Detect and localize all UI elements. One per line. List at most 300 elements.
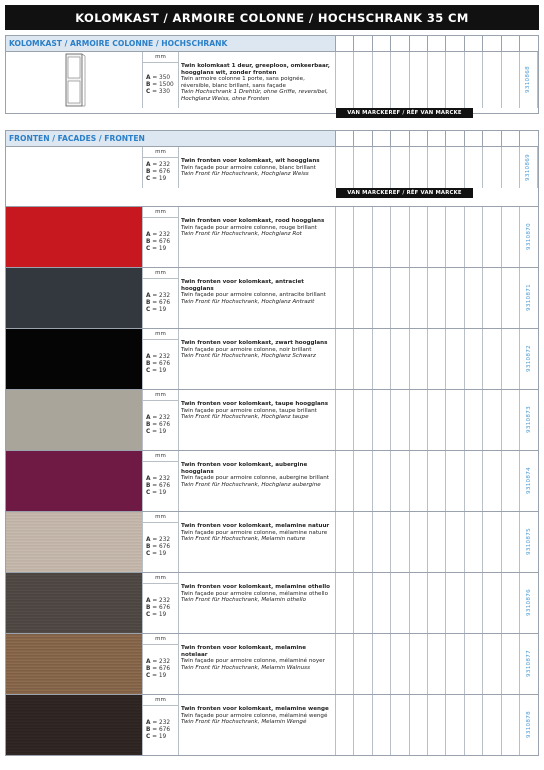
mm-label: mm	[143, 634, 178, 645]
description-fr: Twin façade pour armoire colonne, noir brillant	[181, 346, 312, 353]
order-cell	[502, 147, 520, 188]
order-cell	[336, 52, 354, 108]
dimension-value: 19	[158, 307, 167, 313]
order-cell	[336, 207, 354, 267]
dimension-key: B	[146, 300, 151, 306]
order-cell	[410, 573, 428, 633]
mm-label: mm	[143, 390, 178, 401]
description-cell	[179, 451, 336, 511]
product-row	[5, 634, 539, 695]
dimension-value: 19	[158, 673, 167, 679]
ref-code: 9310873	[525, 406, 532, 434]
dimension-list	[143, 63, 178, 108]
description-fr: Twin façade pour armoire colonne, mélamine nature	[181, 529, 328, 536]
description-cell	[179, 390, 336, 450]
mm-label: mm	[143, 207, 178, 218]
order-cell	[354, 207, 372, 267]
order-cell	[354, 36, 372, 51]
order-cell	[502, 695, 520, 755]
order-cell	[336, 268, 354, 328]
order-cell	[446, 695, 464, 755]
product-row	[5, 695, 539, 756]
order-cell	[446, 36, 464, 51]
description-nl: Twin fronten voor kolomkast, aubergine hoogglans	[181, 462, 308, 475]
dimension-key: A	[146, 720, 151, 726]
dimension-value: 19	[158, 490, 167, 496]
dimension-value: 676	[158, 483, 171, 489]
order-cell	[465, 451, 483, 511]
description-de: Twin Front für Hochschrank, Hochglanz Antrazit	[181, 298, 315, 305]
order-cell	[502, 512, 520, 572]
dimension-line: B = 676	[146, 361, 171, 367]
order-cell	[428, 329, 446, 389]
order-cell	[354, 147, 372, 188]
dimension-value: 330	[158, 89, 170, 95]
dimension-value: 232	[159, 415, 171, 421]
section-title: FRONTEN / FACADES / FRONTEN	[6, 131, 336, 146]
dimension-line: C = 19	[146, 368, 167, 374]
dimension-key: C	[146, 176, 151, 183]
color-swatch	[6, 451, 143, 511]
order-cell	[391, 36, 409, 51]
dimension-key: A	[146, 162, 151, 169]
dimension-key: B	[146, 483, 151, 489]
order-cell	[354, 329, 372, 389]
dimension-line: C = 19	[146, 246, 167, 252]
order-cell	[502, 573, 520, 633]
order-cell	[465, 634, 483, 694]
product-row	[5, 268, 539, 329]
order-cell	[483, 329, 501, 389]
order-cell	[483, 207, 501, 267]
ref-code-cell	[520, 52, 538, 108]
order-cell	[465, 207, 483, 267]
order-cell	[410, 634, 428, 694]
dimension-line: A = 232	[146, 537, 171, 543]
dimension-value: 19	[158, 551, 167, 557]
dimension-key: C	[146, 490, 151, 496]
dimension-value: 676	[158, 239, 171, 245]
dimension-key: A	[146, 293, 151, 299]
product-row	[5, 329, 539, 390]
description-de: Twin Front für Hochschrank, Melamin othello	[181, 597, 307, 604]
product-row	[5, 451, 539, 512]
page-title: KOLOMKAST / ARMOIRE COLONNE / HOCHSCHRANK 35 CM	[5, 5, 539, 30]
description-de: Twin Front für Hochschrank, Hochglanz Rot	[181, 231, 302, 238]
ref-code: 9310877	[525, 650, 532, 678]
dimension-key: B	[146, 727, 151, 733]
dimension-key: C	[146, 89, 151, 95]
description-cell	[179, 52, 336, 108]
dimensions-cell	[143, 695, 179, 755]
description-cell	[179, 329, 336, 389]
description-nl: Twin fronten voor kolomkast, rood hoogglans	[181, 218, 325, 224]
order-cell	[446, 451, 464, 511]
description-fr: Twin façade pour armoire colonne, antracite brillant	[181, 292, 326, 299]
dimension-line: B = 676	[146, 169, 171, 176]
dimension-list	[143, 584, 178, 633]
ref-code-cell	[520, 329, 538, 389]
dimension-value: 676	[158, 422, 171, 428]
dimension-value: 232	[159, 232, 171, 238]
order-cell	[446, 573, 464, 633]
order-cell	[465, 147, 483, 188]
order-cell	[410, 390, 428, 450]
dimension-key: B	[146, 361, 151, 367]
dimension-key: A	[146, 75, 151, 81]
color-swatch	[6, 573, 143, 633]
order-cell	[373, 634, 391, 694]
order-cell	[410, 268, 428, 328]
dimension-line: A = 232	[146, 162, 171, 169]
description-de: Twin Front für Hochschrank, Melamin Wengé	[181, 719, 307, 726]
description-cell	[179, 695, 336, 755]
order-cell	[465, 52, 483, 108]
order-cell	[502, 329, 520, 389]
section-header	[5, 35, 539, 51]
dimension-key: C	[146, 368, 151, 374]
dimension-line: C = 330	[146, 89, 170, 95]
ref-code-cell	[520, 634, 538, 694]
dimension-list	[143, 340, 178, 389]
description-de: Twin Front für Hochschrank, Hochglanz Schwarz	[181, 353, 316, 360]
order-cell	[465, 573, 483, 633]
dimensions-cell	[143, 573, 179, 633]
dimension-key: B	[146, 605, 151, 611]
order-cell	[373, 573, 391, 633]
dimension-line: A = 232	[146, 293, 171, 299]
color-swatch	[6, 147, 143, 188]
mm-label: mm	[143, 451, 178, 462]
order-cell	[410, 695, 428, 755]
description-cell	[179, 512, 336, 572]
order-cell	[354, 451, 372, 511]
order-cell	[373, 390, 391, 450]
order-cell	[391, 52, 409, 108]
ref-code: 9310878	[525, 711, 532, 739]
ref-code: 9310876	[525, 589, 532, 617]
ref-code: 9310875	[525, 528, 532, 556]
dimension-line: C = 19	[146, 176, 167, 183]
description-fr: Twin façade pour armoire colonne, mélaminé noyer	[181, 658, 325, 665]
dimension-value: 676	[158, 361, 171, 367]
description-fr: Twin façade pour armoire colonne, taupe brillant	[181, 407, 317, 414]
order-cell	[391, 573, 409, 633]
dimension-key: B	[146, 422, 151, 428]
mm-label: mm	[143, 52, 178, 63]
order-cell	[391, 390, 409, 450]
dimension-value: 19	[158, 429, 167, 435]
order-cell	[391, 451, 409, 511]
description-cell	[179, 634, 336, 694]
mm-label: mm	[143, 573, 178, 584]
order-cell	[428, 52, 446, 108]
dimension-key: C	[146, 734, 151, 740]
dimension-key: A	[146, 537, 151, 543]
dimension-value: 19	[158, 246, 167, 252]
dimension-value: 676	[158, 169, 171, 176]
dimension-line: A = 232	[146, 476, 171, 482]
description-cell	[179, 268, 336, 328]
description-fr: Twin façade pour armoire colonne, mélamine othello	[181, 590, 328, 597]
order-cell	[465, 36, 483, 51]
dimension-value: 19	[158, 612, 167, 618]
dimension-line: B = 676	[146, 544, 171, 550]
description-cell	[179, 207, 336, 267]
order-cell	[520, 36, 538, 51]
order-cell	[336, 451, 354, 511]
ref-code-cell	[520, 512, 538, 572]
description-nl: Twin fronten voor kolomkast, melamine notelaar	[181, 645, 307, 658]
order-cell	[373, 329, 391, 389]
order-cell	[373, 207, 391, 267]
description-nl: Twin fronten voor kolomkast, taupe hoogglans	[181, 401, 329, 407]
dimension-key: B	[146, 666, 151, 672]
dimension-key: A	[146, 659, 151, 665]
order-cell	[354, 695, 372, 755]
order-cell	[483, 451, 501, 511]
order-cell	[446, 634, 464, 694]
order-cell	[483, 52, 501, 108]
ref-code-cell	[520, 695, 538, 755]
order-cell	[446, 207, 464, 267]
order-cell	[354, 268, 372, 328]
dimension-key: C	[146, 673, 151, 679]
dimensions-cell	[143, 52, 179, 108]
ref-code-cell	[520, 390, 538, 450]
order-cell	[483, 147, 501, 188]
color-swatch	[6, 634, 143, 694]
ref-code-cell	[520, 147, 538, 188]
ref-code-cell	[520, 451, 538, 511]
order-cell	[373, 268, 391, 328]
description-de: Twin Front für Hochschrank, Hochglanz taupe	[181, 414, 309, 421]
color-swatch	[6, 207, 143, 267]
order-cell	[336, 329, 354, 389]
order-cell	[446, 512, 464, 572]
order-cell	[465, 390, 483, 450]
order-cell	[336, 695, 354, 755]
dimension-key: A	[146, 476, 151, 482]
order-cell	[446, 329, 464, 389]
order-cell	[502, 207, 520, 267]
order-cell	[373, 52, 391, 108]
color-swatch	[6, 329, 143, 389]
dimension-list	[143, 279, 178, 328]
dimension-line: A = 232	[146, 720, 171, 726]
section-header	[5, 130, 539, 146]
order-cell	[428, 131, 446, 146]
dimensions-cell	[143, 268, 179, 328]
order-cell	[373, 147, 391, 188]
color-swatch	[6, 512, 143, 572]
order-cell	[391, 268, 409, 328]
dimension-line: C = 19	[146, 673, 167, 679]
dimension-value: 19	[158, 368, 167, 374]
dimensions-cell	[143, 451, 179, 511]
dimensions-cell	[143, 512, 179, 572]
dimension-list	[143, 462, 178, 511]
order-cell	[410, 36, 428, 51]
dimension-line: B = 676	[146, 422, 171, 428]
ref-code: 9310871	[525, 284, 532, 312]
ref-code: 9310874	[525, 467, 532, 495]
ref-code-cell	[520, 573, 538, 633]
cabinet-illustration	[6, 52, 143, 108]
order-cell	[446, 268, 464, 328]
order-cell	[354, 573, 372, 633]
dimension-value: 676	[158, 666, 171, 672]
order-cell	[520, 131, 538, 146]
order-cell	[354, 634, 372, 694]
dimension-value: 232	[159, 476, 171, 482]
dimension-value: 1500	[158, 82, 174, 88]
mm-label: mm	[143, 268, 178, 279]
order-cell	[373, 451, 391, 511]
order-cell	[410, 131, 428, 146]
order-cell	[410, 512, 428, 572]
order-cell	[483, 36, 501, 51]
dimension-line: B = 676	[146, 483, 171, 489]
dimension-key: A	[146, 354, 151, 360]
order-cell	[410, 52, 428, 108]
order-cell	[391, 207, 409, 267]
order-cell	[410, 147, 428, 188]
order-cell	[391, 147, 409, 188]
order-cell	[465, 329, 483, 389]
description-nl: Twin kolomkast 1 deur, greeploos, omkeerbaar, hoogglans wit, zonder fronten	[181, 63, 330, 76]
product-row	[5, 573, 539, 634]
description-cell	[179, 147, 336, 188]
order-cell	[391, 512, 409, 572]
mm-label: mm	[143, 329, 178, 340]
ref-code-cell	[520, 268, 538, 328]
dimension-key: A	[146, 598, 151, 604]
dimension-line: C = 19	[146, 734, 167, 740]
section-title: KOLOMKAST / ARMOIRE COLONNE / HOCHSCHRANK	[6, 36, 336, 51]
order-cell	[465, 695, 483, 755]
order-cell	[502, 268, 520, 328]
dimension-line: B = 676	[146, 239, 171, 245]
dimension-line: A = 232	[146, 415, 171, 421]
color-swatch	[6, 268, 143, 328]
order-cell	[354, 390, 372, 450]
dimension-value: 19	[158, 734, 167, 740]
order-cell	[483, 634, 501, 694]
product-row	[5, 207, 539, 268]
description-nl: Twin fronten voor kolomkast, zwart hoogglans	[181, 340, 328, 346]
dimensions-cell	[143, 207, 179, 267]
description-fr: Twin armoire colonne 1 porte, sans poignée, réversible, blanc brillant, sans façade	[181, 76, 305, 89]
dimension-line: C = 19	[146, 612, 167, 618]
order-cell	[391, 634, 409, 694]
order-cell	[354, 52, 372, 108]
description-de: Twin Front für Hochschrank, Melamin nature	[181, 536, 306, 543]
description-de: Twin Front für Hochschrank, Hochglanz aubergine	[181, 481, 321, 488]
dimension-list	[143, 158, 178, 188]
dimension-key: B	[146, 239, 151, 245]
ref-code: 9310868	[525, 66, 532, 94]
dimension-key: B	[146, 544, 151, 550]
order-cell	[483, 695, 501, 755]
order-cell	[428, 390, 446, 450]
description-de: Twin Hochschrank 1 Drehtür, ohne Griffe, reversibel, Hochglanz Weiss, ohne Fronten	[181, 89, 329, 102]
order-cell	[502, 36, 520, 51]
dimension-value: 232	[159, 354, 171, 360]
order-cell	[428, 695, 446, 755]
ref-code-cell	[520, 207, 538, 267]
dimension-line: C = 19	[146, 307, 167, 313]
order-cell	[391, 329, 409, 389]
sections-container	[5, 35, 539, 756]
dimension-value: 232	[159, 598, 171, 604]
color-swatch	[6, 390, 143, 450]
dimension-key: C	[146, 246, 151, 252]
dimension-list	[143, 645, 178, 694]
order-cell	[502, 451, 520, 511]
dimension-value: 232	[159, 537, 171, 543]
catalog-page	[5, 5, 539, 756]
description-de: Twin Front für Hochschrank, Melamin Walnuss	[181, 664, 311, 671]
dimension-line: B = 676	[146, 666, 171, 672]
ref-code: 9310869	[525, 153, 532, 181]
product-row	[5, 390, 539, 451]
description-fr: Twin façade pour armoire colonne, mélaminé wengé	[181, 712, 328, 719]
order-cell	[483, 390, 501, 450]
dimension-key: B	[146, 82, 151, 88]
description-nl: Twin fronten voor kolomkast, antraciet hoogglans	[181, 279, 304, 292]
ref-header-bar: VAN MARCKEREF / RÉF VAN MARCKE	[336, 108, 473, 118]
dimension-value: 232	[159, 659, 171, 665]
dimension-key: A	[146, 415, 151, 421]
dimension-line: B = 676	[146, 605, 171, 611]
dimension-value: 232	[159, 162, 171, 169]
dimensions-cell	[143, 634, 179, 694]
order-cell	[446, 147, 464, 188]
order-cell	[446, 131, 464, 146]
order-cell	[502, 390, 520, 450]
dimension-list	[143, 523, 178, 572]
product-row	[5, 51, 539, 114]
order-cell	[428, 268, 446, 328]
order-cell	[410, 451, 428, 511]
order-cell	[428, 512, 446, 572]
order-cell	[410, 207, 428, 267]
color-swatch	[6, 695, 143, 755]
order-cell	[446, 52, 464, 108]
order-cell	[410, 329, 428, 389]
ref-header-bar: VAN MARCKEREF / RÉF VAN MARCKE	[336, 188, 473, 198]
dimensions-cell	[143, 329, 179, 389]
order-cell	[336, 390, 354, 450]
dimension-line: C = 19	[146, 490, 167, 496]
dimension-key: A	[146, 232, 151, 238]
description-de: Twin Front für Hochschrank, Hochglanz Weiss	[181, 171, 309, 178]
description-nl: Twin fronten voor kolomkast, wit hoogglans	[181, 158, 320, 164]
mm-label: mm	[143, 512, 178, 523]
order-cell	[428, 147, 446, 188]
dimension-key: C	[146, 612, 151, 618]
dimension-value: 19	[158, 176, 167, 183]
description-nl: Twin fronten voor kolomkast, melamine natuur	[181, 523, 330, 529]
dimension-key: C	[146, 307, 151, 313]
order-cell	[483, 512, 501, 572]
dimension-value: 676	[158, 544, 171, 550]
description-nl: Twin fronten voor kolomkast, melamine othello	[181, 584, 330, 590]
dimension-value: 676	[158, 605, 171, 611]
dimension-key: C	[146, 551, 151, 557]
ref-code: 9310872	[525, 345, 532, 373]
